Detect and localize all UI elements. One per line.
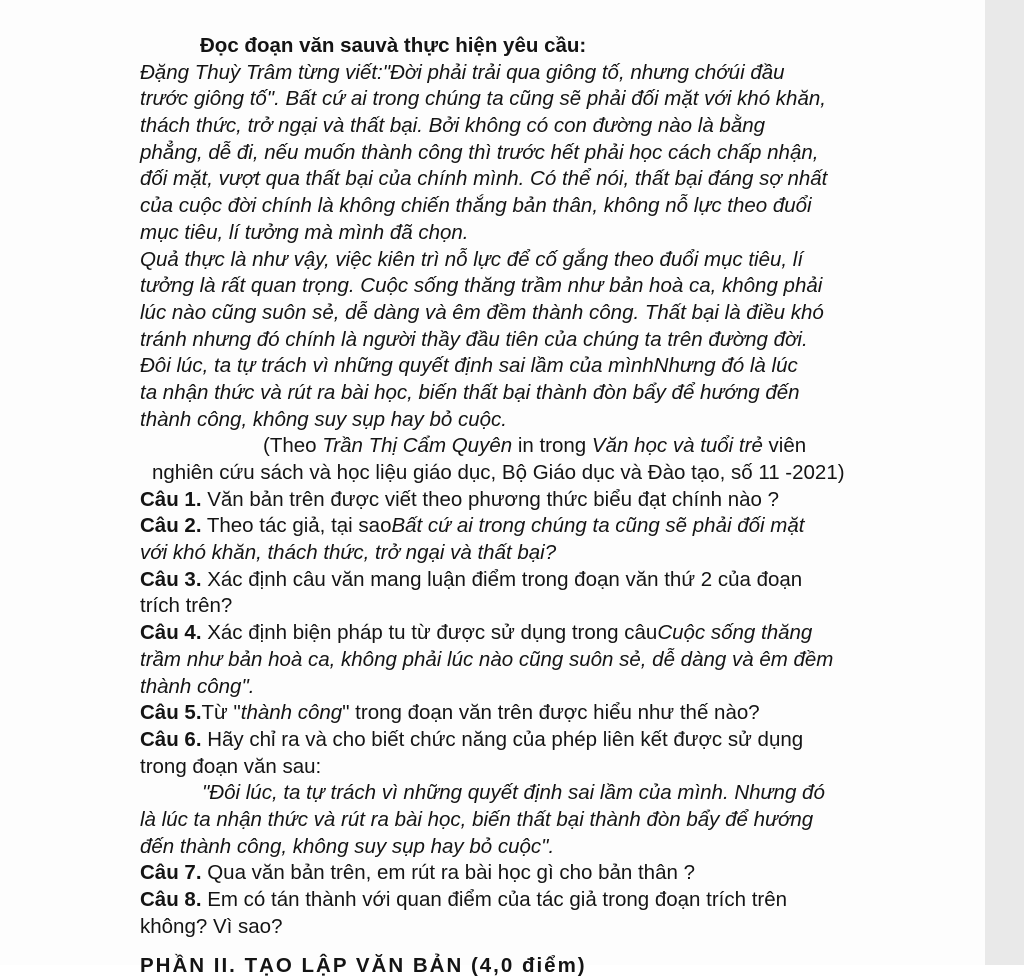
passage-line: ta nhận thức và rút ra bài học, biến thất bại thành đòn bẩy để hướng đến [140, 380, 800, 404]
passage-paragraph-2 [140, 247, 930, 434]
question-6 [140, 727, 930, 754]
source-prefix: (Theo [263, 434, 323, 458]
question-text: Xác định biện pháp tu từ được sử dụng trong câu [201, 621, 658, 645]
passage-line: Quả thực là như vậy, việc kiên trì nỗ lực để cố gắng theo đuổi mục tiêu, lí [140, 247, 804, 271]
question-8-cont: không? Vì sao? [140, 914, 283, 938]
passage-paragraph-1 [140, 60, 930, 247]
question-label: Câu 4. [140, 621, 202, 645]
question-text: Xác định câu văn mang luận điểm trong đoạn văn thứ 2 của đoạn [201, 567, 803, 591]
passage-line: thách thức, trở ngại và thất bại. Bởi không có con đường nào là bằng [140, 114, 766, 138]
question-text: Qua văn bản trên, em rút ra bài học gì cho bản thân ? [201, 861, 695, 885]
passage-line: Đôi lúc, ta tự trách vì những quyết định sai lầm của mìnhNhưng đó là lúc [140, 354, 798, 378]
question-2 [140, 513, 930, 540]
question-5 [140, 700, 930, 727]
question-6-quote-line: là lúc ta nhận thức và rút ra bài học, biến thất bại thành đòn bẩy để hướng [140, 807, 814, 831]
passage-line: tránh nhưng đó chính là người thầy đầu tiên của chúng ta trên đường đời. [140, 327, 808, 351]
question-6-quote-line: "Đôi lúc, ta tự trách vì những quyết định sai lầm của mình. Nhưng đó [202, 781, 825, 805]
passage-line: tưởng là rất quan trọng. Cuộc sống thăng trầm như bản hoà ca, không phải [140, 274, 823, 298]
question-text: Hãy chỉ ra và cho biết chức năng của phép liên kết được sử dụng [201, 727, 804, 751]
question-3-cont: trích trên? [140, 594, 233, 618]
source-mid: in trong [512, 434, 592, 458]
question-label: Câu 6. [140, 727, 202, 751]
question-text: Văn bản trên được viết theo phương thức biểu đạt chính nào ? [201, 487, 780, 511]
question-4-cont: thành công". [140, 674, 255, 698]
question-quote: Cuộc sống thăng [657, 621, 813, 645]
passage-line: của cuộc đời chính là không chiến thắng bản thân, không nỗ lực theo đuổi [140, 194, 812, 218]
question-quote: Bất cứ ai trong chúng ta cũng sẽ phải đối mặt [391, 514, 805, 538]
passage-line: Đặng Thuỳ Trâm từng viết:"Đời phải trải qua giông tố, nhưng chớúi đầu [140, 60, 785, 84]
passage-line: lúc nào cũng suôn sẻ, dễ dàng và êm đềm thành công. Thất bại là điều khó [140, 300, 824, 324]
question-text: " trong đoạn văn trên được hiểu như thế nào? [342, 701, 760, 725]
question-6-cont: trong đoạn văn sau: [140, 754, 322, 778]
passage-line: phẳng, dễ đi, nếu muốn thành công thì trước hết phải học cách chấp nhận, [140, 140, 819, 164]
question-8 [140, 887, 930, 914]
question-quote: thành công [240, 701, 343, 725]
question-1 [140, 487, 930, 514]
passage-line: trước giông tố". Bất cứ ai trong chúng ta cũng sẽ phải đối mặt với khó khăn, [140, 87, 826, 111]
question-2-cont: với khó khăn, thách thức, trở ngại và thất bại? [140, 541, 557, 565]
source-author: Trần Thị Cẩm Quyên [322, 434, 513, 458]
question-7 [140, 860, 930, 887]
question-4-cont: trầm như bản hoà ca, không phải lúc nào cũng suôn sẻ, dễ dàng và êm đềm [140, 647, 834, 671]
passage-line: thành công, không suy sụp hay bỏ cuộc. [140, 407, 507, 431]
question-label: Câu 1. [140, 487, 202, 511]
page-margin [985, 0, 1024, 965]
source-suffix: viên [762, 434, 807, 458]
question-3 [140, 567, 930, 594]
question-label: Câu 8. [140, 888, 202, 911]
passage-line: mục tiêu, lí tưởng mà mình đã chọn. [140, 220, 469, 244]
question-6-quote-line: đến thành công, không suy sụp hay bỏ cuộc". [140, 834, 555, 858]
question-label: Câu 3. [140, 567, 202, 591]
question-4 [140, 620, 930, 647]
question-label: Câu 2. [140, 514, 202, 538]
question-label: Câu 7. [140, 861, 202, 885]
instruction-heading: Đọc đoạn văn sauvà thực hiện yêu cầu: [200, 34, 587, 57]
question-text: Từ " [201, 701, 241, 725]
document-content [140, 33, 930, 940]
passage-line: đối mặt, vượt qua thất bại của chính mình. Có thể nói, thất bại đáng sợ nhất [140, 167, 828, 191]
source-journal: Văn học và tuổi trẻ [591, 434, 763, 458]
question-text: Theo tác giả, tại sao [201, 514, 392, 538]
source-citation [140, 433, 930, 460]
question-text: Em có tán thành với quan điểm của tác giả trong đoạn trích trên [201, 888, 788, 911]
question-label: Câu 5. [140, 701, 202, 725]
section-heading-cut-off: PHẦN II. TẠO LẬP VĂN BẢN (4,0 điểm) [140, 954, 587, 977]
source-citation-line-2: nghiên cứu sách và học liệu giáo dục, Bộ Giáo dục và Đào tạo, số 11 -2021) [152, 461, 845, 484]
